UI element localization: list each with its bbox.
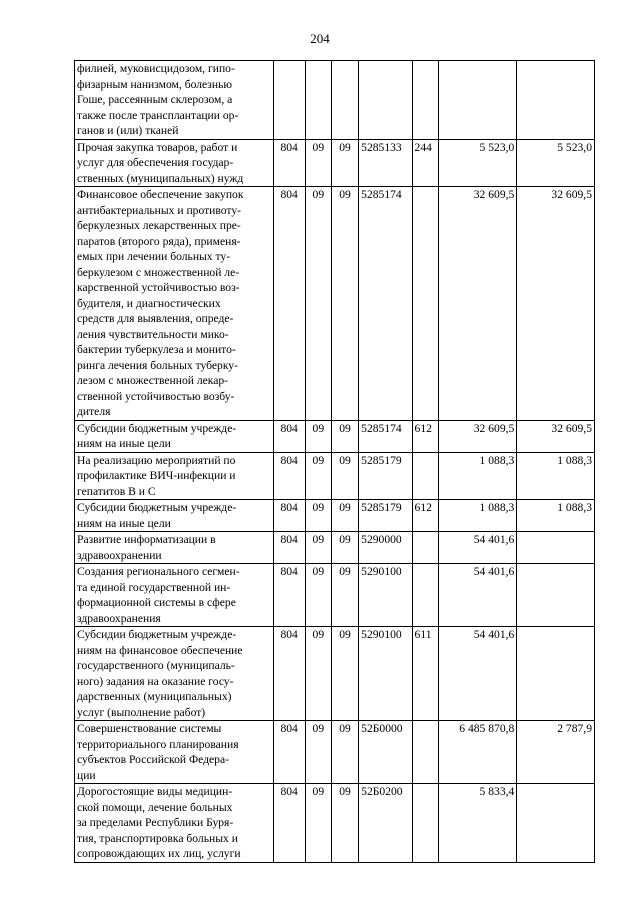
section-code-cell: 09 (305, 564, 331, 627)
item-name-cell (75, 187, 274, 421)
item-name-line: дарственных (муниципальных) (77, 690, 232, 703)
item-name-line: субъектов Российской Федера- (77, 753, 229, 766)
section-code-cell: 09 (305, 452, 331, 500)
amount-next-cell: 5 523,0 (517, 139, 595, 187)
item-name-line: ления чувствительности мико- (77, 327, 229, 341)
item-name-line: Дорогостоящие виды медицин- (77, 785, 233, 798)
ministry-code-cell: 804 (273, 564, 305, 627)
section-code-cell: 09 (305, 532, 331, 564)
item-name-line: бактерии туберкулеза и монито- (77, 343, 236, 356)
item-name-line: Субсидии бюджетным учрежде- (77, 421, 237, 435)
budget-table (74, 60, 595, 863)
item-name-line: емых при лечении больных ту- (77, 250, 231, 263)
amount-next-cell: 32 609,5 (517, 420, 595, 452)
item-name-line: тия, транспортировка больных и (77, 831, 238, 845)
item-name-line: здравоохранении (77, 548, 162, 562)
ministry-code-cell: 804 (273, 420, 305, 452)
item-name-line: государственного (муниципаль- (77, 659, 235, 672)
item-name-line: ской помощи, лечение больных (77, 800, 233, 814)
table-row (75, 61, 595, 140)
table-row (75, 452, 595, 500)
table-body (75, 61, 595, 863)
ministry-code-cell: 804 (273, 452, 305, 500)
amount-cell: 1 088,3 (438, 500, 517, 532)
amount-next-cell: 2 787,9 (517, 721, 595, 784)
item-name-line: дителя (77, 405, 111, 418)
item-name-line: территориального планирования (77, 737, 239, 751)
target-code-cell: 5285179 (359, 452, 412, 500)
section-code-cell: 09 (305, 420, 331, 452)
item-name-line: ринга лечения больных туберку- (77, 358, 238, 372)
table-row (75, 532, 595, 564)
item-name-line: Развитие информатизации в (77, 533, 216, 546)
item-name-cell (75, 139, 274, 187)
item-name-line: антибактериальных и противоту- (77, 203, 241, 217)
ministry-code-cell: 804 (273, 721, 305, 784)
expense-type-cell: 611 (412, 627, 438, 721)
amount-next-cell (517, 627, 595, 721)
item-name-line: Гоше, рассеянным склерозом, а (77, 93, 233, 106)
table-row (75, 139, 595, 187)
item-name-line: ственных (муниципальных) нужд (77, 171, 244, 185)
target-code-cell: 5290100 (359, 627, 412, 721)
item-name-cell (75, 564, 274, 627)
amount-next-cell (517, 532, 595, 564)
item-name-line: беркулезных лекарственных пре- (77, 219, 241, 232)
amount-next-cell (517, 61, 595, 140)
item-name-cell (75, 61, 274, 140)
subsection-code-cell: 09 (331, 721, 358, 784)
section-code-cell: 09 (305, 500, 331, 532)
amount-next-cell (517, 784, 595, 863)
subsection-code-cell: 09 (331, 784, 358, 863)
expense-type-cell: 244 (412, 139, 438, 187)
subsection-code-cell: 09 (331, 564, 358, 627)
expense-type-cell (412, 452, 438, 500)
item-name-line: На реализацию мероприятий по (77, 453, 236, 467)
section-code-cell: 09 (305, 721, 331, 784)
item-name-line: ниям на финансовое обеспечение (77, 643, 243, 657)
amount-cell: 5 833,4 (438, 784, 517, 863)
item-name-line: здравоохранения (77, 611, 161, 625)
expense-type-cell (412, 784, 438, 863)
amount-cell: 54 401,6 (438, 627, 517, 721)
item-name-line: лезом с множественной лекар- (77, 374, 229, 387)
ministry-code-cell (273, 61, 305, 140)
item-name-line: также после трансплантации ор- (77, 108, 239, 122)
section-code-cell: 09 (305, 187, 331, 421)
item-name-cell (75, 721, 274, 784)
section-code-cell (305, 61, 331, 140)
item-name-line: услуг для обеспечения государ- (77, 156, 234, 169)
item-name-line: ции (77, 768, 96, 782)
table-row (75, 420, 595, 452)
item-name-line: Субсидии бюджетным учрежде- (77, 628, 237, 641)
target-code-cell: 52Б0200 (359, 784, 412, 863)
item-name-cell (75, 627, 274, 721)
subsection-code-cell: 09 (331, 452, 358, 500)
target-code-cell (359, 61, 412, 140)
item-name-line: ниям на иные цели (77, 516, 171, 530)
subsection-code-cell: 09 (331, 627, 358, 721)
item-name-cell (75, 420, 274, 452)
amount-cell: 6 485 870,8 (438, 721, 517, 784)
item-name-line: будителя, и диагностических (77, 296, 221, 310)
section-code-cell: 09 (305, 784, 331, 863)
ministry-code-cell: 804 (273, 532, 305, 564)
subsection-code-cell (331, 61, 358, 140)
table-row (75, 784, 595, 863)
item-name-line: Финансовое обеспечение закупок (77, 188, 244, 201)
amount-next-cell: 1 088,3 (517, 452, 595, 500)
ministry-code-cell: 804 (273, 627, 305, 721)
target-code-cell: 5285174 (359, 187, 412, 421)
expense-type-cell: 612 (412, 500, 438, 532)
expense-type-cell (412, 564, 438, 627)
item-name-line: физарным нанизмом, болезнью (77, 77, 233, 91)
item-name-line: ного) задания на оказание госу- (77, 674, 234, 688)
expense-type-cell (412, 187, 438, 421)
item-name-cell (75, 452, 274, 500)
expense-type-cell (412, 532, 438, 564)
table-row (75, 627, 595, 721)
amount-cell: 1 088,3 (438, 452, 517, 500)
amount-next-cell (517, 564, 595, 627)
item-name-line: Совершенствование системы (77, 722, 222, 735)
subsection-code-cell: 09 (331, 500, 358, 532)
target-code-cell: 5290100 (359, 564, 412, 627)
ministry-code-cell: 804 (273, 187, 305, 421)
table-row (75, 721, 595, 784)
expense-type-cell (412, 721, 438, 784)
subsection-code-cell: 09 (331, 532, 358, 564)
item-name-line: беркулезом с множественной ле- (77, 265, 240, 279)
item-name-line: услуг (выполнение работ) (77, 705, 206, 719)
ministry-code-cell: 804 (273, 500, 305, 532)
ministry-code-cell: 804 (273, 139, 305, 187)
target-code-cell: 5285133 (359, 139, 412, 187)
amount-cell: 32 609,5 (438, 420, 517, 452)
amount-next-cell: 1 088,3 (517, 500, 595, 532)
item-name-line: карственной устойчивостью воз- (77, 281, 240, 294)
expense-type-cell: 612 (412, 420, 438, 452)
item-name-line: формационной системы в сфере (77, 596, 236, 609)
subsection-code-cell: 09 (331, 187, 358, 421)
item-name-line: Создания регионального сегмен- (77, 565, 240, 578)
item-name-line: Прочая закупка товаров, работ и (77, 140, 238, 154)
item-name-line: сопровождающих их лиц, услуги (77, 847, 241, 860)
amount-cell: 5 523,0 (438, 139, 517, 187)
item-name-line: гепатитов В и С (77, 484, 156, 498)
item-name-line: средств для выявления, опреде- (77, 312, 234, 325)
target-code-cell: 5285174 (359, 420, 412, 452)
ministry-code-cell: 804 (273, 784, 305, 863)
amount-next-cell: 32 609,5 (517, 187, 595, 421)
item-name-line: профилактике ВИЧ-инфекции и (77, 469, 236, 482)
amount-cell: 54 401,6 (438, 564, 517, 627)
item-name-line: паратов (второго ряда), применя- (77, 234, 241, 248)
section-code-cell: 09 (305, 139, 331, 187)
table-row (75, 187, 595, 421)
table-row (75, 564, 595, 627)
target-code-cell: 52Б0000 (359, 721, 412, 784)
table-row (75, 500, 595, 532)
item-name-line: за пределами Республики Буря- (77, 816, 234, 829)
subsection-code-cell: 09 (331, 420, 358, 452)
section-code-cell: 09 (305, 627, 331, 721)
item-name-line: та единой государственной ин- (77, 580, 231, 594)
subsection-code-cell: 09 (331, 139, 358, 187)
page-number: 204 (310, 31, 330, 46)
item-name-line: филией, муковисцидозом, гипо- (77, 62, 235, 75)
item-name-line: Субсидии бюджетным учрежде- (77, 501, 237, 514)
item-name-cell (75, 532, 274, 564)
item-name-line: ниям на иные цели (77, 437, 171, 450)
amount-cell: 54 401,6 (438, 532, 517, 564)
item-name-cell (75, 784, 274, 863)
item-name-cell (75, 500, 274, 532)
target-code-cell: 5285179 (359, 500, 412, 532)
expense-type-cell (412, 61, 438, 140)
item-name-line: ганов и (или) тканей (77, 124, 179, 137)
target-code-cell: 5290000 (359, 532, 412, 564)
amount-cell: 32 609,5 (438, 187, 517, 421)
amount-cell (438, 61, 517, 140)
item-name-line: ственной устойчивостью возбу- (77, 389, 235, 403)
